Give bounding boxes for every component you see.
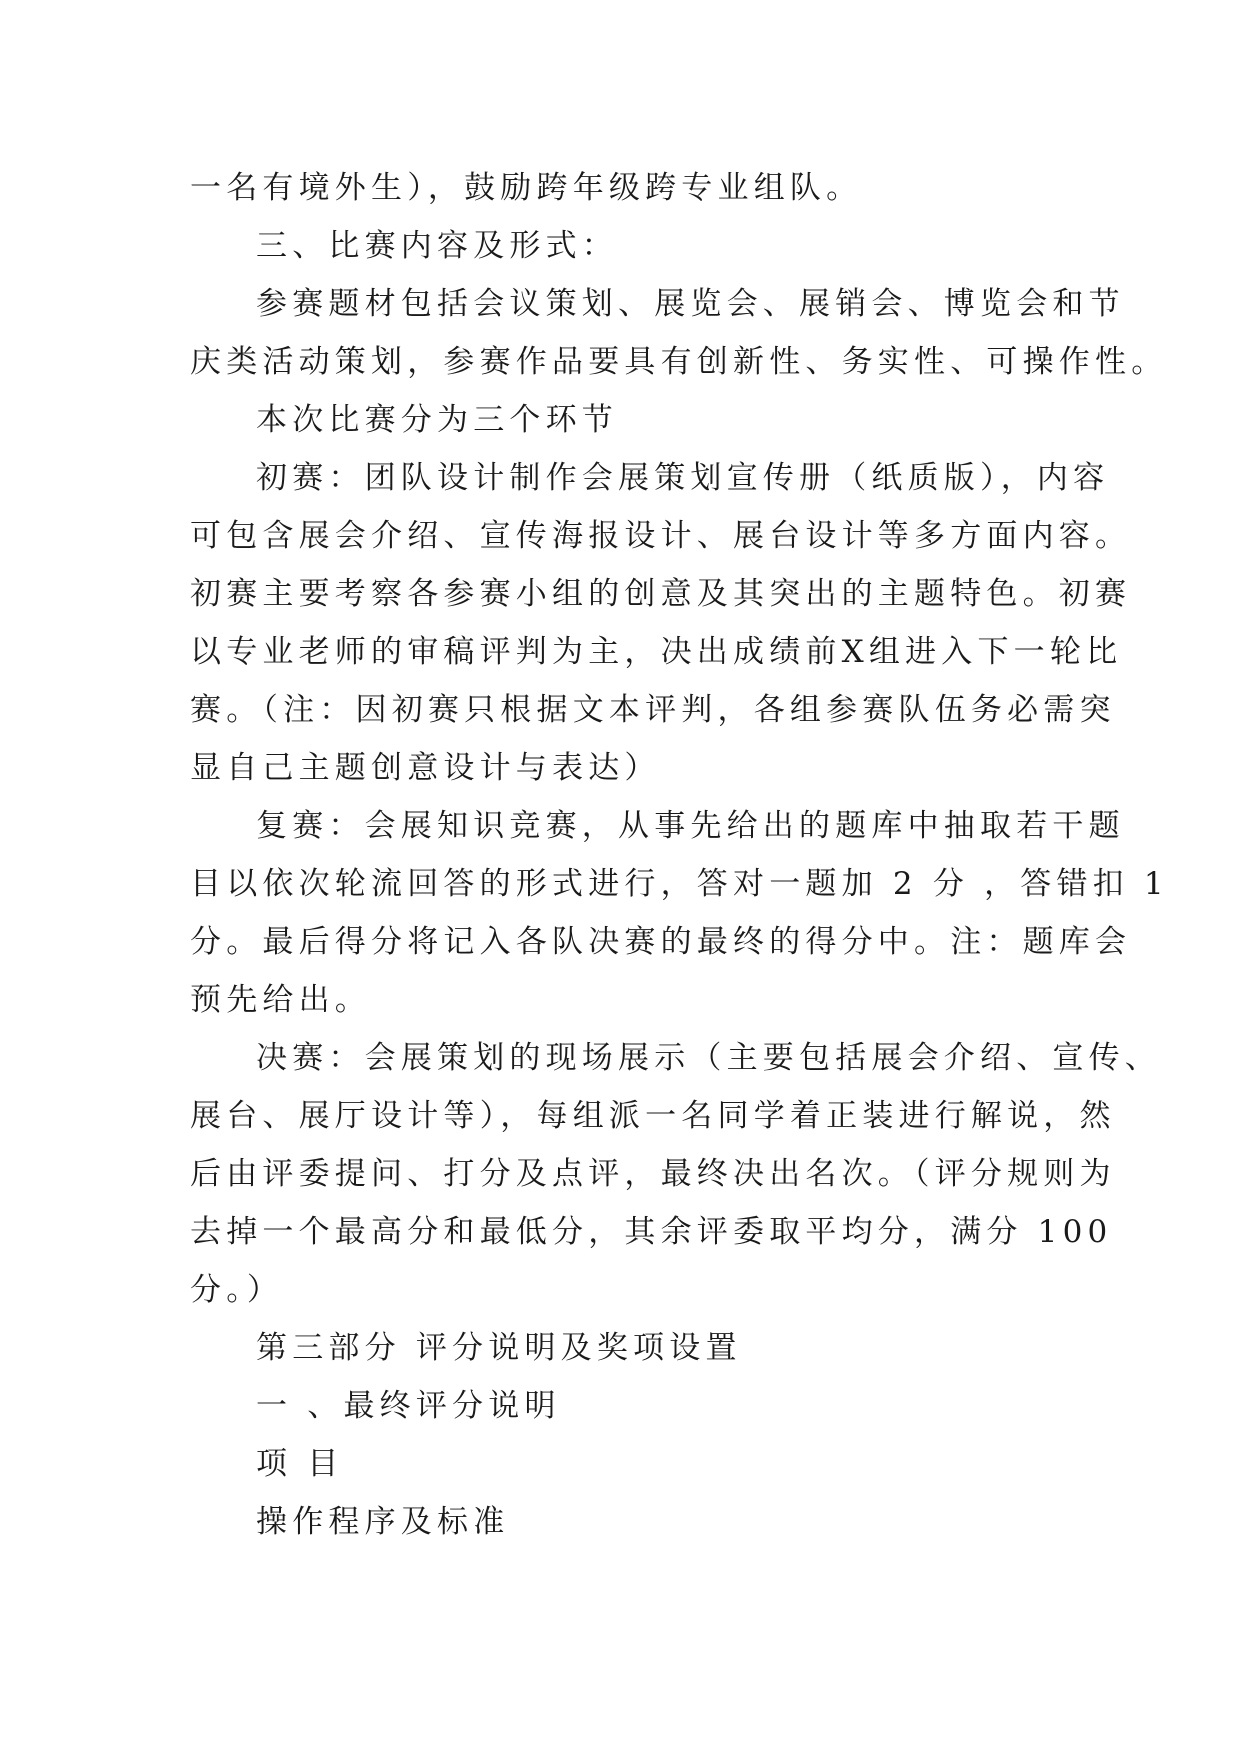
paragraph-line: 本次比赛分为三个环节 <box>256 402 618 438</box>
table-item-label: 项 目 <box>256 1446 344 1482</box>
paragraph-line: 参赛题材包括会议策划、展览会、展销会、博览会和节 <box>256 286 1125 322</box>
paragraph-line: 决赛：会展策划的现场展示（主要包括展会介绍、宣传、 <box>256 1040 1161 1076</box>
paragraph-line: 分。） <box>190 1272 284 1308</box>
paragraph-line: 去掉一个最高分和最低分，其余评委取平均分，满分 100 <box>190 1214 1113 1250</box>
subsection-heading: 一 、最终评分说明 <box>256 1388 561 1424</box>
paragraph-line: 目以依次轮流回答的形式进行，答对一题加 2 分 ，答错扣 1 <box>190 866 1169 902</box>
table-item-label: 操作程序及标准 <box>256 1504 510 1540</box>
paragraph-line: 可包含展会介绍、宣传海报设计、展台设计等多方面内容。 <box>190 518 1132 554</box>
paragraph-line: 预先给出。 <box>190 982 371 1018</box>
paragraph-line: 展台、展厅设计等），每组派一名同学着正装进行解说，然 <box>190 1098 1116 1134</box>
paragraph-line: 赛。（注：因初赛只根据文本评判，各组参赛队伍务必需突 <box>190 692 1116 728</box>
paragraph-line: 以专业老师的审稿评判为主，决出成绩前X组进入下一轮比 <box>190 634 1123 670</box>
paragraph-line: 分。最后得分将记入各队决赛的最终的得分中。注：题库会 <box>190 924 1132 960</box>
paragraph-line: 显自己主题创意设计与表达） <box>190 750 661 786</box>
paragraph-line: 一名有境外生），鼓励跨年级跨专业组队。 <box>190 170 863 206</box>
paragraph-line: 复赛：会展知识竞赛，从事先给出的题库中抽取若干题 <box>256 808 1125 844</box>
paragraph-line: 后由评委提问、打分及点评，最终决出名次。（评分规则为 <box>190 1156 1116 1192</box>
paragraph-line: 庆类活动策划，参赛作品要具有创新性、务实性、可操作性。 <box>190 344 1168 380</box>
paragraph-line: 初赛：团队设计制作会展策划宣传册（纸质版），内容 <box>256 460 1110 496</box>
section-heading: 三、比赛内容及形式： <box>256 228 618 264</box>
section-heading: 第三部分 评分说明及奖项设置 <box>256 1330 742 1366</box>
paragraph-line: 初赛主要考察各参赛小组的创意及其突出的主题特色。初赛 <box>190 576 1132 612</box>
